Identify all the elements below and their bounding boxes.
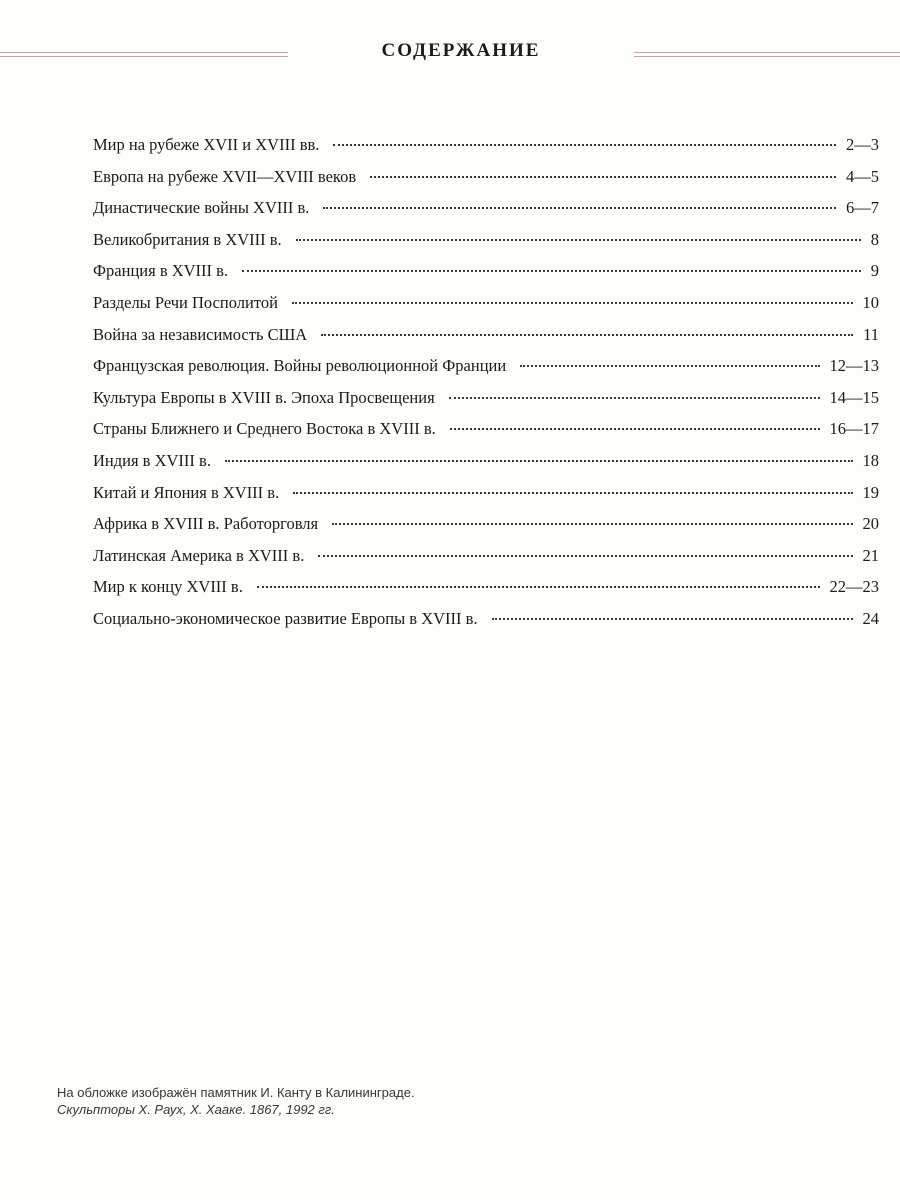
toc-entry[interactable] (93, 542, 879, 574)
toc-dot-leader (449, 397, 820, 399)
toc-entry-page: 16—17 (829, 419, 879, 439)
toc-entry[interactable] (93, 573, 879, 605)
toc-entry[interactable] (93, 194, 879, 226)
toc-entry-page: 14—15 (829, 387, 879, 407)
page-title: СОДЕРЖАНИЕ (381, 40, 541, 61)
toc-entry-page: 6—7 (846, 198, 879, 218)
toc-entry[interactable] (93, 352, 879, 384)
toc-dot-leader (296, 239, 861, 241)
toc-entry[interactable] (93, 289, 879, 321)
toc-dot-leader (332, 523, 852, 525)
toc-dot-leader (520, 365, 819, 367)
toc-entry-page: 9 (870, 261, 879, 281)
toc-entry-title: Война за независимость США (93, 324, 308, 344)
toc-entry[interactable] (93, 605, 879, 637)
toc-entry-page: 2—3 (846, 135, 879, 154)
toc-entry-page: 12—13 (829, 356, 879, 376)
toc-entry-page: 8 (870, 229, 879, 249)
toc-entry-title: Европа на рубеже XVII—XVIII веков (93, 166, 357, 186)
toc-entry[interactable] (93, 226, 879, 258)
toc-dot-leader (225, 460, 853, 462)
toc-entry-title: Мир на рубеже XVII и XVIII вв. (93, 135, 320, 154)
heading-rule-right (634, 52, 900, 57)
toc-entry-page: 11 (863, 324, 879, 344)
toc-dot-leader (318, 555, 852, 557)
toc-entry[interactable] (93, 510, 879, 542)
heading-bar (0, 36, 900, 70)
toc-entry-title: Китай и Япония в XVIII в. (93, 482, 280, 502)
toc-dot-leader (242, 270, 861, 272)
toc-entry-title: Африка в XVIII в. Работорговля (93, 514, 319, 534)
toc-entry-title: Французская революция. Войны революционной Франции (93, 356, 507, 376)
toc-entry-title: Индия в XVIII в. (93, 450, 211, 470)
toc-dot-leader (492, 618, 853, 620)
toc-entry[interactable] (93, 257, 879, 289)
toc-entry-title: Мир к концу XVIII в. (93, 577, 243, 597)
cover-note-text: На обложке изображён памятник И. Канту в Калининграде. (57, 1085, 415, 1100)
toc-entry-title: Латинская Америка в XVIII в. (93, 545, 305, 565)
toc-dot-leader (450, 428, 820, 430)
toc-entry[interactable] (93, 321, 879, 353)
toc-dot-leader (333, 144, 836, 146)
toc-dot-leader (370, 176, 836, 178)
toc-entry-title: Страны Ближнего и Среднего Востока в XVIII в. (93, 419, 436, 439)
toc-entry-page: 10 (862, 292, 879, 312)
toc-entry[interactable] (93, 447, 879, 479)
cover-note (57, 1084, 757, 1118)
cover-note-caption: Скульпторы Х. Раух, Х. Хааке. 1867, 1992 гг. (57, 1102, 335, 1117)
toc-entry-page: 21 (862, 545, 879, 565)
toc-entry-title: Великобритания в XVIII в. (93, 229, 282, 249)
toc-entry-title: Разделы Речи Посполитой (93, 292, 278, 312)
toc-entry-page: 20 (862, 514, 879, 534)
toc-dot-leader (323, 207, 836, 209)
toc-entry-page: 24 (862, 608, 879, 628)
toc-entry-page: 22—23 (829, 577, 879, 597)
toc-entry-title: Культура Европы в XVIII в. Эпоха Просвещения (93, 387, 435, 407)
heading-rule-left (0, 52, 288, 57)
toc-entry[interactable] (93, 384, 879, 416)
toc-dot-leader (257, 586, 820, 588)
toc-dot-leader (321, 334, 853, 336)
toc-entry-title: Династические войны XVIII в. (93, 198, 310, 218)
toc-dot-leader (293, 492, 852, 494)
toc-entry-page: 4—5 (846, 166, 879, 186)
table-of-contents (93, 131, 879, 637)
toc-entry-title: Социально-экономическое развитие Европы в XVIII в. (93, 608, 478, 628)
toc-entry[interactable] (93, 415, 879, 447)
toc-entry[interactable] (93, 131, 879, 163)
toc-entry[interactable] (93, 163, 879, 195)
toc-dot-leader (292, 302, 853, 304)
toc-entry-page: 18 (862, 450, 879, 470)
toc-entry-page: 19 (862, 482, 879, 502)
toc-entry-title: Франция в XVIII в. (93, 261, 229, 281)
toc-entry[interactable] (93, 479, 879, 511)
